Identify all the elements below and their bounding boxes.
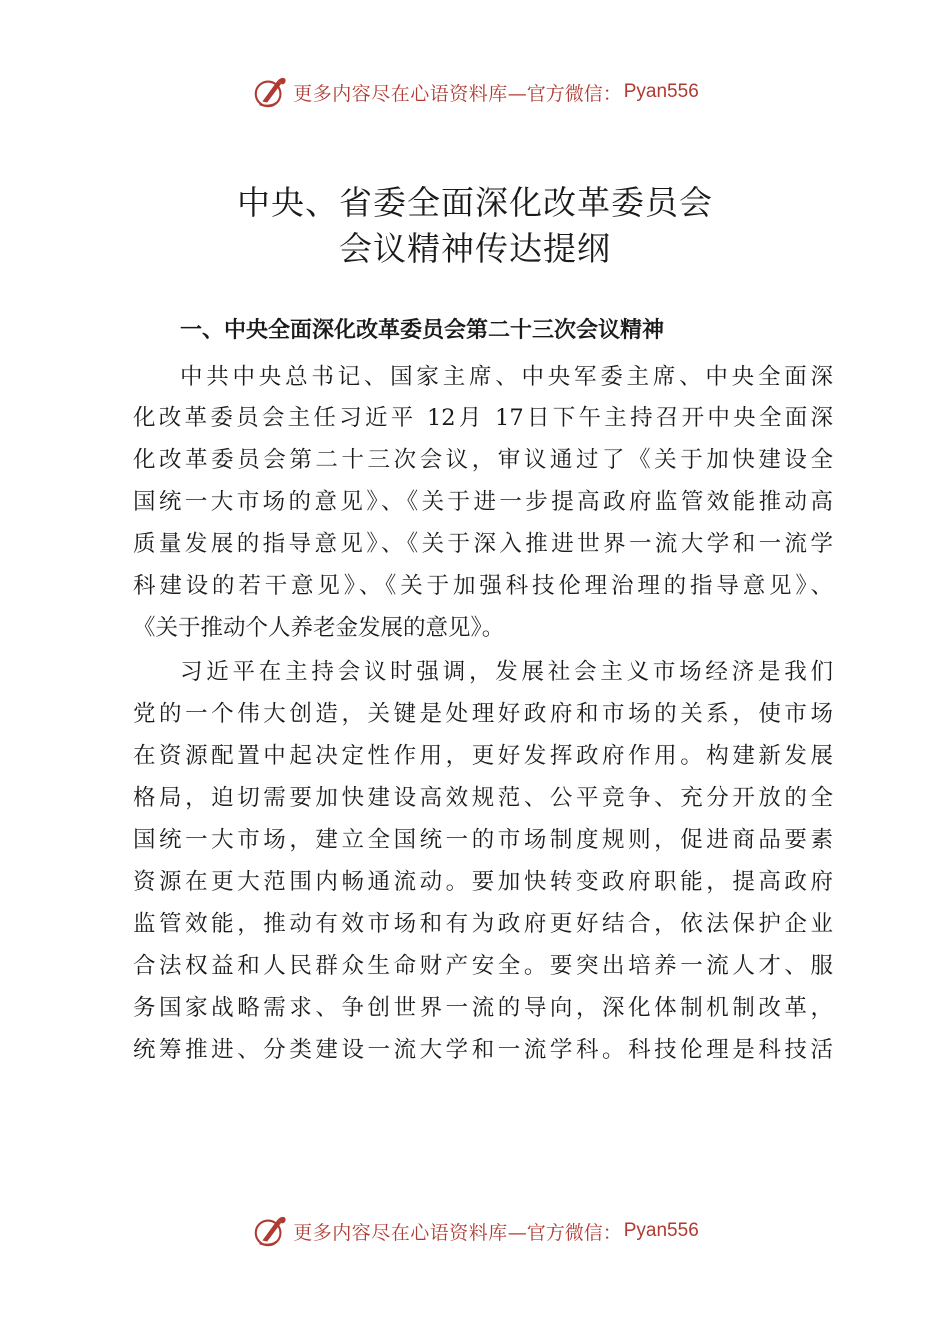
paragraph-line: 科建设的若干意见》、《关于加强科技伦理治理的指导意见》、 (133, 573, 833, 599)
document-title-line2: 会议精神传达提纲 (339, 229, 611, 268)
paragraph-line: 党的一个伟大创造，关键是处理好政府和市场的关系，使市场 (133, 701, 833, 727)
paragraph-line: 务国家战略需求、争创世界一流的导向，深化体制机制改革， (133, 995, 833, 1021)
quill-logo-icon (251, 1212, 289, 1250)
paragraph-line: 监管效能，推动有效市场和有为政府更好结合，依法保护企业 (133, 911, 833, 937)
paragraph-line: 国统一大市场的意见》、《关于进一步提高政府监管效能推动高 (133, 489, 833, 515)
paragraph-line: 合法权益和人民群众生命财产安全。要突出培养一流人才、服 (133, 953, 833, 979)
paragraph-line: 在资源配置中起决定性作用，更好发挥政府作用。构建新发展 (133, 743, 833, 769)
paragraph-line: 格局，迫切需要加快建设高效规范、公平竞争、充分开放的全 (133, 785, 833, 811)
paragraph-line: 国统一大市场，建立全国统一的市场制度规则，促进商品要素 (133, 827, 833, 853)
watermark-wechat-id: Pyan556 (623, 81, 699, 102)
watermark-separator: —官方微信： (507, 82, 622, 105)
watermark-wechat-id: Pyan556 (623, 1220, 699, 1241)
watermark-prefix: 更多内容尽在心语资料库 (293, 82, 508, 105)
paragraph-line: 质量发展的指导意见》、《关于深入推进世界一流大学和一流学 (133, 531, 833, 557)
paragraph-line: 《关于推动个人养老金发展的意见》。 (133, 615, 505, 641)
header-watermark (0, 72, 950, 112)
document-title-line1: 中央、省委全面深化改革委员会 (237, 183, 713, 222)
paragraph-line: 习近平在主持会议时强调，发展社会主义市场经济是我们 (180, 659, 833, 685)
watermark-prefix: 更多内容尽在心语资料库 (293, 1221, 508, 1244)
paragraph-line: 化改革委员会主任习近平 12月 17日下午主持召开中央全面深 (133, 405, 833, 431)
section-heading: 一、中央全面深化改革委员会第二十三次会议精神 (180, 318, 665, 343)
footer-watermark (0, 1211, 950, 1251)
paragraph-line: 化改革委员会第二十三次会议，审议通过了《关于加快建设全 (133, 447, 833, 473)
paragraph-line: 资源在更大范围内畅通流动。要加快转变政府职能，提高政府 (133, 869, 833, 895)
watermark-separator: —官方微信： (507, 1221, 622, 1244)
quill-logo-icon (251, 73, 289, 111)
paragraph-line: 统筹推进、分类建设一流大学和一流学科。科技伦理是科技活 (133, 1037, 833, 1063)
paragraph-line: 中共中央总书记、国家主席、中央军委主席、中央全面深 (180, 364, 833, 390)
